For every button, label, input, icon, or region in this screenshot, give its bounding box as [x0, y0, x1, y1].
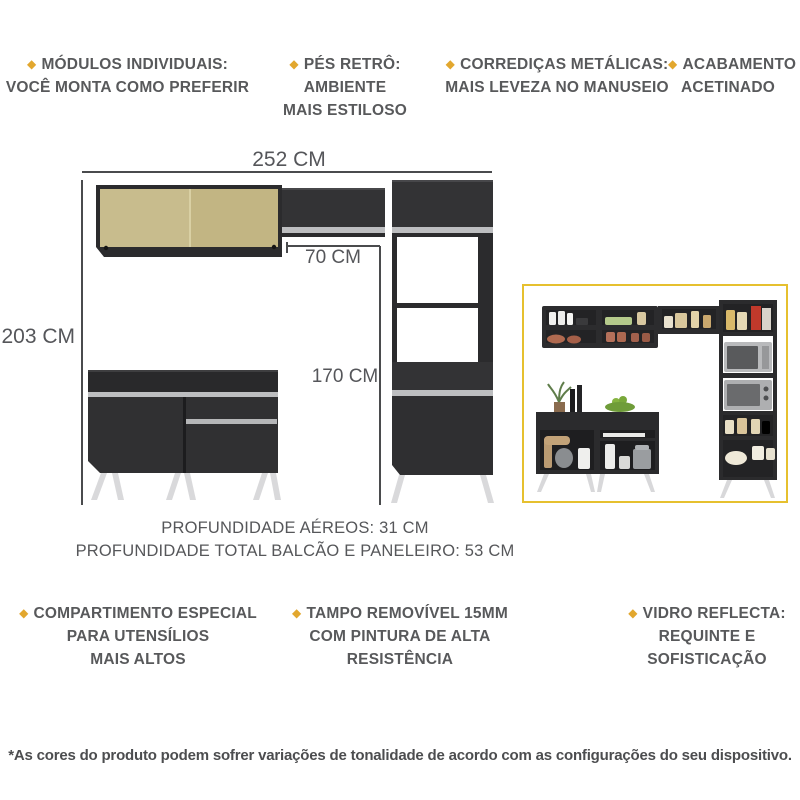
- feature-acabamento-line2: ACETINADO: [681, 79, 775, 96]
- photo-bottle: [577, 385, 582, 412]
- feature-vidro-line1: ◆ VIDRO REFLECTA:: [628, 605, 786, 622]
- color-disclaimer: *As cores do produto podem sofrer variações de tonalidade de acordo com as configurações do seu dispositivo.: [8, 747, 792, 764]
- base-foot-3: [166, 473, 181, 500]
- photo-jar: [675, 313, 687, 328]
- diamond-bullet-icon: ◆: [289, 57, 299, 71]
- base-cabinet-drawer-handle: [186, 419, 277, 424]
- photo-jar: [725, 420, 734, 434]
- kitchen-dimension-diagram: [0, 140, 540, 570]
- photo-spice-jars: [576, 318, 588, 325]
- feature-tampo-line1: ◆ TAMPO REMOVÍVEL 15MM: [292, 605, 508, 622]
- base-foot-2: [112, 473, 124, 500]
- diamond-bullet-icon: ◆: [668, 57, 678, 71]
- label-gap-width: 70 CM: [305, 247, 361, 268]
- feature-corredicas: [443, 53, 671, 99]
- mid-cabinet-body: [282, 188, 385, 228]
- feature-acabamento: [668, 53, 797, 99]
- photo-jar: [567, 313, 573, 325]
- photo-toaster-oven: [724, 380, 772, 410]
- photo-cup: [631, 333, 639, 342]
- feature-pes-retro: [250, 53, 440, 122]
- photo-cup: [617, 332, 626, 342]
- photo-jar: [737, 312, 747, 330]
- tall-cabinet-lower-door: [392, 396, 493, 475]
- diamond-bullet-icon: ◆: [27, 57, 37, 71]
- base-cabinet-door-gap: [183, 397, 186, 473]
- mid-cabinet-top-edge: [282, 188, 385, 190]
- feature-pes-retro-line1: ◆ PÉS RETRÔ: AMBIENTE: [289, 56, 401, 96]
- depth-note-aereos: PROFUNDIDADE AÉREOS: 31 CM: [161, 519, 429, 537]
- base-foot-6: [270, 473, 281, 500]
- photo-jar: [726, 310, 735, 330]
- feature-tampo-line2: COM PINTURA DE ALTA: [309, 628, 491, 645]
- tall-cabinet-foot-right: [480, 475, 494, 503]
- tall-cabinet-handle-bottom: [392, 390, 493, 396]
- diamond-bullet-icon: ◆: [19, 606, 29, 620]
- feature-vidro-line2: REQUINTE E: [658, 628, 756, 645]
- feature-acabamento-line1: ◆ ACABAMENTO: [668, 56, 797, 73]
- photo-wall-shelf-left: [542, 306, 658, 348]
- depth-note-total: PROFUNDIDADE TOTAL BALCÃO E PANELEIRO: 53 CM: [75, 541, 515, 560]
- base-cabinet-handle-strip: [88, 392, 278, 397]
- label-tall-height: 170 CM: [311, 366, 379, 387]
- photo-foot: [720, 480, 732, 498]
- diamond-bullet-icon: ◆: [628, 606, 638, 620]
- feature-compartimento-line2: PARA UTENSÍLIOS: [66, 628, 210, 645]
- feature-vidro: [607, 602, 800, 671]
- door-knob-right: [272, 245, 276, 249]
- photo-jar: [558, 311, 565, 325]
- photo-bowl: [567, 336, 581, 344]
- tall-cabinet-left-stile: [392, 237, 397, 362]
- base-cabinet-top-edge: [88, 370, 278, 372]
- photo-foot: [537, 474, 549, 492]
- depth-notes: [0, 517, 590, 562]
- label-total-height: 203 CM: [1, 325, 75, 348]
- base-cabinet: [88, 370, 281, 500]
- feature-modulos: [5, 53, 250, 99]
- door-knob-left: [104, 246, 108, 250]
- photo-cup: [606, 332, 615, 342]
- photo-wall-shelf-middle: [658, 306, 720, 334]
- feature-compartimento-line3: MAIS ALTOS: [90, 651, 186, 668]
- sliding-door-left: [100, 189, 190, 247]
- tall-cabinet-handle-top: [392, 227, 493, 233]
- photo-foot: [586, 474, 595, 492]
- photo-fruit-bowl: [605, 396, 635, 412]
- photo-bowl-stack: [752, 446, 764, 460]
- sliding-door-right: [190, 189, 278, 247]
- photo-jar: [549, 312, 556, 325]
- feature-modulos-line1: ◆ MÓDULOS INDIVIDUAIS:: [27, 56, 228, 73]
- mid-cabinet-handle: [282, 227, 385, 233]
- photo-mug: [578, 448, 590, 469]
- photo-foot: [644, 474, 655, 492]
- tall-cabinet-lower-front: [392, 362, 493, 390]
- photo-foot: [764, 480, 775, 498]
- feature-corredicas-line1: ◆ CORREDIÇAS METÁLICAS:: [445, 56, 669, 73]
- photo-canister: [605, 444, 615, 469]
- tall-cabinet: [391, 180, 494, 503]
- tall-cabinet-shelf: [397, 303, 478, 308]
- photo-bottle: [570, 389, 575, 412]
- wall-cabinet-sliding: [96, 185, 282, 257]
- feature-vidro-line3: SOFISTICAÇÃO: [647, 651, 767, 668]
- photo-jar: [691, 311, 699, 328]
- photo-bowl: [725, 451, 747, 465]
- photo-plant: [548, 382, 571, 412]
- feature-compartimento-line1: ◆ COMPARTIMENTO ESPECIAL: [19, 605, 257, 622]
- photo-jar: [703, 315, 711, 328]
- photo-cereal-box: [751, 306, 761, 330]
- photo-tall-cabinet: [719, 300, 777, 498]
- photo-jar: [751, 419, 760, 434]
- photo-bowl-stack: [766, 448, 775, 460]
- photo-jar: [737, 418, 747, 434]
- photo-pots: [633, 445, 651, 469]
- feature-modulos-line2: VOCÊ MONTA COMO PREFERIR: [5, 79, 250, 96]
- sliding-door-divider: [189, 189, 191, 247]
- base-foot-1: [91, 473, 107, 500]
- feature-compartimento: [12, 602, 264, 671]
- photo-jar: [664, 316, 673, 328]
- photo-base-cabinet: [536, 382, 659, 492]
- product-photo-frame: [522, 284, 788, 503]
- base-foot-4: [184, 473, 196, 500]
- photo-cereal-box: [762, 308, 771, 330]
- photo-foot: [597, 474, 605, 492]
- photo-bowl: [547, 335, 565, 344]
- photo-microwave: [724, 342, 772, 372]
- tall-cabinet-side-panel: [478, 237, 493, 362]
- tall-cabinet-shelf-edge: [392, 233, 493, 237]
- photo-green-dish: [605, 317, 632, 325]
- photo-canister: [637, 312, 646, 325]
- diamond-bullet-icon: ◆: [445, 57, 456, 71]
- tall-cabinet-top-edge: [392, 180, 493, 182]
- feature-tampo: [292, 602, 508, 671]
- photo-jar: [762, 421, 770, 434]
- feature-pes-retro-line2: MAIS ESTILOSO: [282, 102, 408, 119]
- feature-corredicas-line2: MAIS LEVEZA NO MANUSEIO: [445, 79, 669, 96]
- mid-cabinet-bottom-edge: [282, 233, 385, 237]
- base-cabinet-countertop: [88, 370, 278, 392]
- label-total-width: 252 CM: [252, 148, 326, 171]
- photo-stand-mixer: [544, 436, 573, 468]
- tall-cabinet-top-door: [392, 180, 493, 227]
- feature-tampo-line3: RESISTÊNCIA: [346, 651, 454, 668]
- product-photo: [524, 286, 786, 501]
- photo-cup: [619, 456, 630, 469]
- wall-cabinet-middle: [282, 188, 385, 237]
- photo-plates: [603, 433, 645, 437]
- base-foot-5: [253, 473, 268, 500]
- photo-cup: [642, 333, 650, 342]
- diamond-bullet-icon: ◆: [292, 606, 302, 620]
- tall-cabinet-foot-left: [391, 475, 405, 503]
